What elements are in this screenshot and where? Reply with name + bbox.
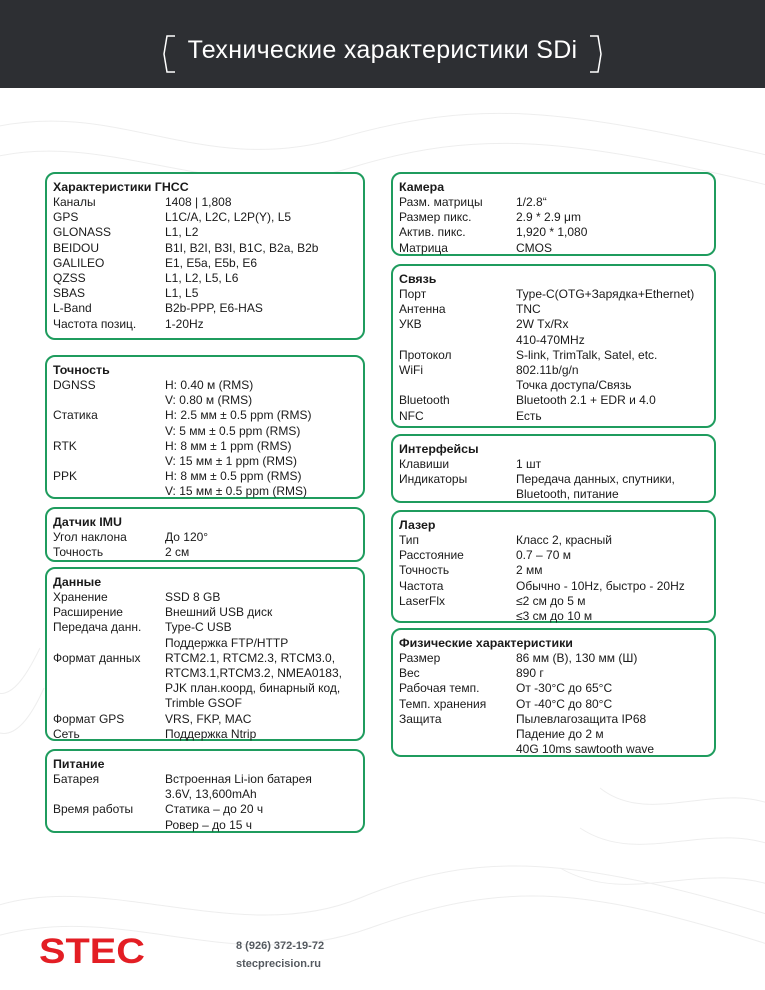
spec-row	[399, 681, 708, 696]
spec-value: 1,920 * 1,080	[516, 225, 588, 240]
spec-value: Статика – до 20 ч	[165, 802, 264, 817]
spec-row	[399, 666, 708, 681]
spec-value: Type-C USB	[165, 620, 232, 635]
spec-label	[399, 487, 516, 502]
spec-label: Порт	[399, 287, 427, 301]
spec-row	[53, 802, 357, 817]
spec-row	[399, 472, 708, 487]
spec-row	[399, 393, 708, 408]
spec-row	[53, 605, 357, 620]
spec-value: TNC	[516, 302, 541, 317]
spec-row	[53, 424, 357, 439]
spec-row	[53, 545, 357, 560]
spec-card	[391, 434, 716, 503]
spec-value: 1-20Hz	[165, 316, 204, 331]
spec-row	[399, 548, 708, 563]
spec-value: V: 15 мм ± 0.5 ppm (RMS)	[165, 484, 308, 499]
spec-row	[53, 225, 357, 240]
spec-row	[399, 727, 708, 742]
spec-label: Рабочая темп.	[399, 681, 480, 696]
spec-label: Защита	[399, 711, 442, 726]
spec-row	[53, 696, 357, 711]
spec-row	[53, 620, 357, 635]
spec-row	[53, 666, 357, 681]
spec-label: Расстояние	[399, 548, 464, 563]
spec-row	[399, 195, 708, 210]
spec-label	[399, 378, 516, 393]
spec-value: SSD 8 GB	[165, 590, 221, 604]
card-title: Данные	[53, 575, 102, 589]
spec-card	[45, 355, 365, 499]
card-title: Питание	[53, 757, 105, 771]
spec-label: Формат GPS	[53, 711, 125, 726]
spec-row	[53, 818, 357, 833]
spec-row	[399, 533, 708, 548]
spec-label: Клавиши	[399, 457, 450, 471]
spec-row	[53, 727, 357, 742]
spec-label: SBAS	[53, 286, 86, 301]
spec-row	[53, 530, 357, 545]
spec-value: Передача данных, спутники,	[516, 472, 675, 487]
spec-value: 2.9 * 2.9 μm	[516, 210, 581, 225]
spec-value: 0.7 – 70 м	[516, 548, 571, 563]
spec-row	[399, 487, 708, 502]
spec-label	[53, 666, 165, 681]
spec-label: GALILEO	[53, 255, 105, 270]
spec-row	[399, 317, 708, 332]
spec-value: RTCM2.1, RTCM2.3, RTCM3.0,	[165, 650, 336, 665]
spec-value: ≤3 см до 10 м	[516, 609, 593, 624]
spec-row	[53, 454, 357, 469]
spec-value: До 120°	[165, 530, 209, 544]
spec-label: Разм. матрицы	[399, 195, 483, 209]
stec-logo	[39, 933, 147, 967]
card-title: Лазер	[399, 518, 436, 532]
spec-label: Частота	[399, 578, 444, 593]
spec-label	[53, 454, 165, 469]
spec-row	[53, 469, 357, 484]
spec-value: B2b-PPP, E6-HAS	[165, 301, 263, 316]
spec-label: Статика	[53, 408, 98, 423]
spec-row	[53, 393, 357, 408]
spec-value: L1, L5	[165, 286, 199, 301]
spec-row	[399, 210, 708, 225]
spec-label: Хранение	[53, 590, 108, 604]
spec-value: H: 8 мм ± 0.5 ppm (RMS)	[165, 469, 302, 484]
spec-value: Встроенная Li-ion батарея	[165, 772, 312, 786]
spec-value: L1C/A, L2C, L2P(Y), L5	[165, 210, 292, 225]
spec-value: 2 мм	[516, 563, 543, 578]
spec-card	[45, 507, 365, 562]
spec-label: BEIDOU	[53, 240, 100, 255]
spec-label: Вес	[399, 666, 420, 681]
spec-label: Угол наклона	[53, 530, 127, 544]
spec-value: Класс 2, красный	[516, 533, 612, 547]
spec-label: PPK	[53, 469, 78, 484]
spec-value: 802.11b/g/n	[516, 363, 579, 378]
spec-value: S-link, TrimTalk, Satel, etc.	[516, 347, 658, 362]
spec-row	[53, 681, 357, 696]
spec-label: Протокол	[399, 347, 452, 362]
footer-website: stecprecision.ru	[236, 958, 321, 970]
spec-value: Поддержка Ntrip	[165, 726, 257, 741]
spec-label	[53, 484, 165, 499]
spec-label	[53, 681, 165, 696]
spec-card	[45, 749, 365, 833]
spec-label: QZSS	[53, 271, 86, 286]
spec-row	[399, 241, 708, 256]
spec-label: УКВ	[399, 317, 422, 332]
spec-value: ≤2 см до 5 м	[516, 593, 586, 608]
spec-label: Батарея	[53, 772, 100, 786]
spec-row	[53, 378, 357, 393]
spec-label: Антенна	[399, 302, 446, 317]
spec-value: 410-470MHz	[516, 332, 585, 347]
spec-row	[53, 241, 357, 256]
spec-label: Размер пикс.	[399, 210, 472, 225]
card-title: Физические характеристики	[399, 636, 573, 650]
spec-value: Внешний USB диск	[165, 605, 273, 620]
card-title: Характеристики ГНСС	[53, 180, 189, 194]
spec-value: PJK план.коорд, бинарный код,	[165, 681, 341, 696]
spec-value: От -30°C до 65°C	[516, 681, 613, 696]
spec-label: Темп. хранения	[399, 696, 487, 711]
spec-value: B1I, B2I, B3I, B1C, B2a, B2b	[165, 240, 319, 255]
spec-value: Обычно - 10Hz, быстро - 20Hz	[516, 578, 685, 593]
spec-label	[53, 393, 165, 408]
spec-row	[399, 609, 708, 624]
spec-value: Есть	[516, 408, 542, 423]
spec-row	[53, 712, 357, 727]
spec-card	[391, 510, 716, 623]
spec-label: Сеть	[53, 726, 80, 741]
spec-row	[53, 651, 357, 666]
spec-card	[45, 172, 365, 340]
spec-row	[53, 439, 357, 454]
spec-value: H: 2.5 мм ± 0.5 ppm (RMS)	[165, 408, 312, 423]
spec-value: CMOS	[516, 240, 552, 255]
spec-row	[399, 579, 708, 594]
spec-row	[53, 408, 357, 423]
spec-row	[53, 195, 357, 210]
spec-row	[399, 363, 708, 378]
spec-value: V: 15 мм ± 1 ppm (RMS)	[165, 454, 298, 469]
spec-label	[53, 818, 165, 833]
spec-row	[399, 712, 708, 727]
spec-row	[53, 317, 357, 332]
spec-row	[53, 636, 357, 651]
spec-row	[53, 484, 357, 499]
spec-value: VRS, FKP, MAC	[165, 711, 252, 726]
spec-row	[399, 457, 708, 472]
spec-value: 2 см	[165, 545, 190, 560]
spec-card	[391, 172, 716, 256]
spec-label: Расширение	[53, 605, 123, 620]
spec-value: 40G 10ms sawtooth wave	[516, 742, 655, 757]
spec-value: L1, L2, L5, L6	[165, 271, 239, 286]
spec-value: Trimble GSOF	[165, 696, 242, 711]
spec-label: Размер	[399, 651, 441, 665]
spec-row	[53, 772, 357, 787]
spec-row	[399, 287, 708, 302]
spec-value: 890 г	[516, 666, 544, 681]
spec-label: Время работы	[53, 802, 134, 817]
spec-row	[53, 590, 357, 605]
card-title: Точность	[53, 363, 110, 377]
spec-row	[399, 333, 708, 348]
spec-value: 2W Tx/Rx	[516, 317, 569, 332]
spec-value: E1, E5a, E5b, E6	[165, 255, 258, 270]
spec-row	[399, 594, 708, 609]
spec-row	[399, 378, 708, 393]
spec-label	[399, 333, 516, 348]
spec-row	[399, 563, 708, 578]
spec-label: RTK	[53, 438, 77, 453]
spec-value: Точка доступа/Связь	[516, 378, 632, 393]
spec-value: V: 5 мм ± 0.5 ppm (RMS)	[165, 423, 301, 438]
spec-value: 1408 | 1,808	[165, 195, 232, 209]
spec-value: Падение до 2 м	[516, 727, 604, 742]
spec-row	[53, 301, 357, 316]
spec-value: 1/2.8“	[516, 195, 547, 209]
spec-value: H: 8 мм ± 1 ppm (RMS)	[165, 438, 292, 453]
spec-label: GLONASS	[53, 225, 112, 240]
spec-row	[399, 225, 708, 240]
spec-row	[399, 302, 708, 317]
spec-value: 3.6V, 13,600mAh	[165, 787, 257, 802]
card-title: Интерфейсы	[399, 442, 479, 456]
spec-row	[53, 787, 357, 802]
footer-phone: 8 (926) 372-19-72	[236, 940, 325, 952]
logo-text: STEC	[39, 933, 145, 967]
spec-label: Формат данных	[53, 650, 141, 665]
spec-row	[399, 409, 708, 424]
spec-value: Bluetooth, питание	[516, 487, 619, 502]
spec-value: Ровер – до 15 ч	[165, 817, 253, 832]
spec-value: 1 шт	[516, 457, 542, 471]
spec-label: Тип	[399, 533, 420, 547]
spec-label: Bluetooth	[399, 393, 450, 408]
spec-value: От -40°C до 80°C	[516, 696, 613, 711]
page-title: Технические характеристики SDi	[187, 36, 578, 64]
spec-value: V: 0.80 м (RMS)	[165, 393, 253, 408]
spec-row	[53, 271, 357, 286]
card-title: Камера	[399, 180, 445, 194]
spec-label: L-Band	[53, 301, 92, 316]
spec-label: Точность	[53, 545, 104, 560]
spec-value: Поддержка FTP/HTTP	[165, 635, 289, 650]
spec-label: Индикаторы	[399, 472, 468, 487]
spec-value: RTCM3.1,RTCM3.2, NMEA0183,	[165, 666, 342, 681]
spec-label: Частота позиц.	[53, 316, 137, 331]
spec-label: Каналы	[53, 195, 96, 209]
spec-label: GPS	[53, 210, 79, 225]
spec-value: H: 0.40 м (RMS)	[165, 378, 254, 392]
spec-label	[399, 742, 516, 757]
spec-label: Точность	[399, 563, 450, 578]
spec-card	[391, 628, 716, 757]
card-title: Датчик IMU	[53, 515, 122, 529]
spec-label: Актив. пикс.	[399, 225, 466, 240]
spec-value: Пылевлагозащита IP68	[516, 711, 647, 726]
spec-row	[53, 210, 357, 225]
spec-label	[399, 609, 516, 624]
spec-label: Передача данн.	[53, 620, 142, 635]
spec-value: Bluetooth 2.1 + EDR и 4.0	[516, 393, 656, 408]
card-title: Связь	[399, 272, 437, 286]
spec-label	[53, 696, 165, 711]
spec-value: Type-C(OTG+Зарядка+Ethernet)	[516, 287, 695, 301]
spec-label	[53, 636, 165, 651]
spec-card	[45, 567, 365, 741]
spec-value: 86 мм (В), 130 мм (Ш)	[516, 651, 638, 665]
spec-label: Матрица	[399, 240, 448, 255]
spec-card	[391, 264, 716, 428]
spec-row	[53, 256, 357, 271]
spec-label: LaserFlx	[399, 593, 446, 608]
spec-label: WiFi	[399, 363, 423, 378]
spec-label	[53, 787, 165, 802]
spec-row	[399, 651, 708, 666]
spec-label	[53, 424, 165, 439]
spec-label: NFC	[399, 408, 424, 423]
spec-row	[53, 286, 357, 301]
spec-label: DGNSS	[53, 378, 96, 392]
spec-row	[399, 742, 708, 757]
spec-row	[399, 697, 708, 712]
spec-label	[399, 727, 516, 742]
spec-value: L1, L2	[165, 225, 199, 240]
spec-row	[399, 348, 708, 363]
